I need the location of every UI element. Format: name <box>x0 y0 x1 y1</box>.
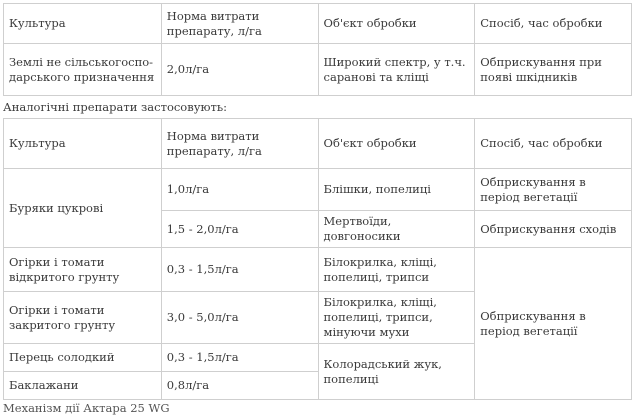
cell-culture: Буряки цукрові <box>4 169 162 248</box>
cell-method: Обприскування сходів <box>475 211 632 248</box>
cell-culture: Огірки і томати відкритого грунту <box>4 248 162 292</box>
cell-culture: Огірки і томати закритого грунту <box>4 292 162 344</box>
header-method: Спосіб, час обробки <box>475 119 632 169</box>
analog-table <box>3 118 632 400</box>
cell-rate: 2,0л/га <box>161 44 318 96</box>
header-target: Об'єкт обробки <box>318 4 475 44</box>
header-rate: Норма витрати препарату, л/га <box>161 4 318 44</box>
cell-target: Широкий спектр, у т.ч. саранові та кліщі <box>318 44 475 96</box>
cell-target: Білокрилка, кліщі, попелиці, трипси, мінуючи мухи <box>318 292 475 344</box>
cell-method: Обприскування при появі шкідників <box>475 44 632 96</box>
table-header-row <box>4 4 632 44</box>
cell-rate: 0,3 - 1,5л/га <box>161 344 318 372</box>
cell-culture: Перець солодкий <box>4 344 162 372</box>
treatment-table <box>3 3 632 96</box>
header-target: Об'єкт обробки <box>318 119 475 169</box>
cell-target: Блішки, попелиці <box>318 169 475 211</box>
footer-text: Механізм дії Актара 25 WG <box>3 401 170 415</box>
cell-rate: 0,8л/га <box>161 372 318 400</box>
header-culture: Культура <box>4 4 162 44</box>
table-row <box>4 248 632 292</box>
cell-culture: Баклажани <box>4 372 162 400</box>
header-method: Спосіб, час обробки <box>475 4 632 44</box>
cell-method-shared: Обприскування в період вегетації <box>475 248 632 400</box>
table-row <box>4 169 632 211</box>
cell-rate: 1,5 - 2,0л/га <box>161 211 318 248</box>
cell-culture: Землі не сільськогоспо-дарського призначення <box>4 44 162 96</box>
cell-target: Білокрилка, кліщі, попелиці, трипси <box>318 248 475 292</box>
header-culture: Культура <box>4 119 162 169</box>
cell-rate: 0,3 - 1,5л/га <box>161 248 318 292</box>
table-header-row <box>4 119 632 169</box>
cell-target: Мертвоїди, довгоносики <box>318 211 475 248</box>
header-rate: Норма витрати препарату, л/га <box>161 119 318 169</box>
table-row <box>4 44 632 96</box>
cell-rate: 1,0л/га <box>161 169 318 211</box>
cell-method: Обприскування в період вегетації <box>475 169 632 211</box>
analog-caption: Аналогічні препарати застосовують: <box>3 100 227 114</box>
cell-rate: 3,0 - 5,0л/га <box>161 292 318 344</box>
cell-target: Колорадський жук, попелиці <box>318 344 475 400</box>
